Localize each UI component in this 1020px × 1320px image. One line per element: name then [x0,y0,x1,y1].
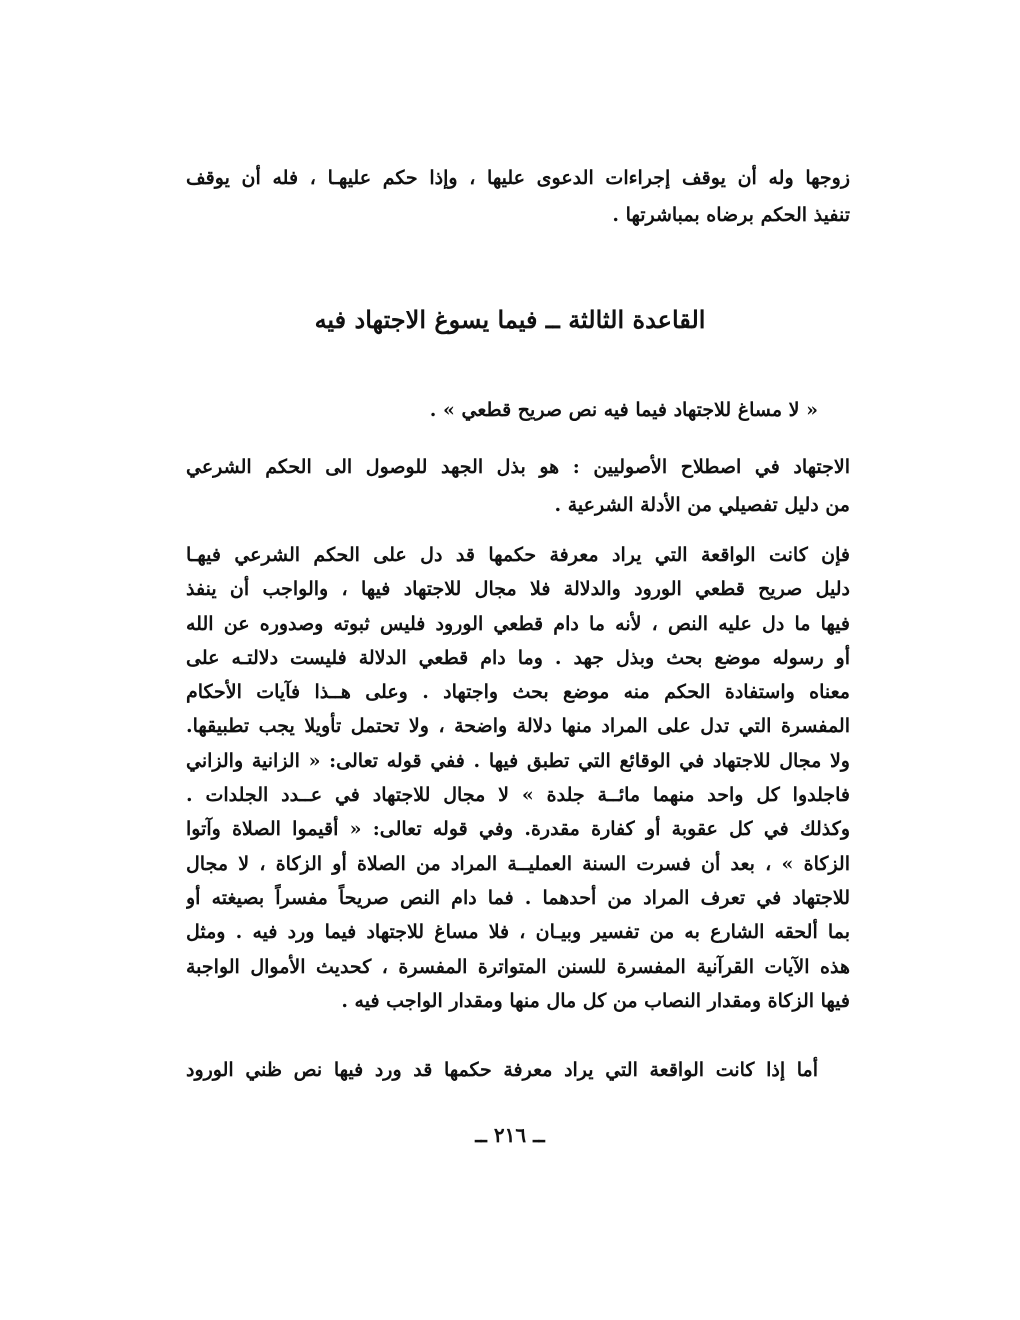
paragraph-line: فيها الزكاة ومقدار النصاب من كل مال منها ومقدار الواجب فيه . [341,989,850,1012]
paragraph-line: فيها ما دل عليه النص ، لأنه ما دام قطعي الورود فليس ثبوته وصدوره عن الله [186,612,850,635]
closing-paragraph [186,1052,818,1088]
paragraph-line: المفسرة التي تدل على المراد منها دلالة واضحة ، ولا تحتمل تأويلا يجب تطبيقها. [186,715,850,738]
paragraph-line: دليل صريح قطعي الورود والدلالة فلا مجال للاجتهاد فيها ، والواجب أن ينفذ [186,578,850,601]
main-paragraph [186,538,850,1018]
paragraph-line: الاجتهاد في اصطلاح الأصوليين : هو بذل الجهد للوصول الى الحكم الشرعي [186,456,850,478]
definition-paragraph [186,448,850,524]
paragraph-line: من دليل تفصيلي من الأدلة الشرعية . [554,494,850,516]
paragraph-line: أو رسوله موضع بحث وبذل جهد . وما دام قطعي الدلالة فليست دلالتـه على [186,646,850,669]
paragraph-line: « لا مساغ للاجتهاد فيما فيه نص صريح قطعي » . [429,399,818,421]
paragraph-line: تنفيذ الحكم برضاه بمباشرتها . [612,204,850,226]
page-number: ــ ٢١٦ ــ [475,1123,545,1147]
rule-quote [186,392,818,428]
paragraph-line: الزكاة » ، بعد أن فسرت السنة العمليــة المراد من الصلاة أو الزكاة ، لا مجال [186,852,850,875]
paragraph-line: فاجلدوا كل واحد منهما مائــة جلدة » لا مجال للاجتهاد في عــدد الجلدات . [186,784,850,807]
intro-paragraph [186,160,850,234]
paragraph-line: للاجتهاد في تعرف المراد من أحدهما . فما دام النص صريحاً مفسراً بصيغته أو [186,886,850,909]
paragraph-line: فإن كانت الواقعة التي يراد معرفة حكمها قد دل على الحكم الشرعي فيهـا [186,544,850,566]
paragraph-line: ولا مجال للاجتهاد في الوقائع التي تطبق فيها . ففي قوله تعالى: « الزانية والزاني [186,749,850,772]
paragraph-line: معناه واستفادة الحكم منه موضع بحث واجتهاد . وعلى هــذا فآيات الأحكام [186,681,850,704]
paragraph-line: وكذلك في كل عقوبة أو كفارة مقدرة. وفي قوله تعالى: « أقيموا الصلاة وآتوا [186,818,850,841]
paragraph-line: أما إذا كانت الواقعة التي يراد معرفة حكمها قد ورد فيها نص ظني الورود [186,1059,818,1081]
paragraph-line: زوجها وله أن يوقف إجراءات الدعوى عليها ، وإذا حكم عليهـا ، فله أن يوقف [186,167,850,189]
paragraph-line: بما ألحقه الشارع به من تفسير وبيـان ، فلا مساغ للاجتهاد فيما ورد فيه . ومثل [186,921,850,944]
section-heading: القاعدة الثالثة ــ فيما يسوغ الاجتهاد فيه [314,305,706,334]
paragraph-line: هذه الآيات القرآنية المفسرة للسنن المتواترة المفسرة ، كحديث الأموال الواجبة [186,955,850,978]
